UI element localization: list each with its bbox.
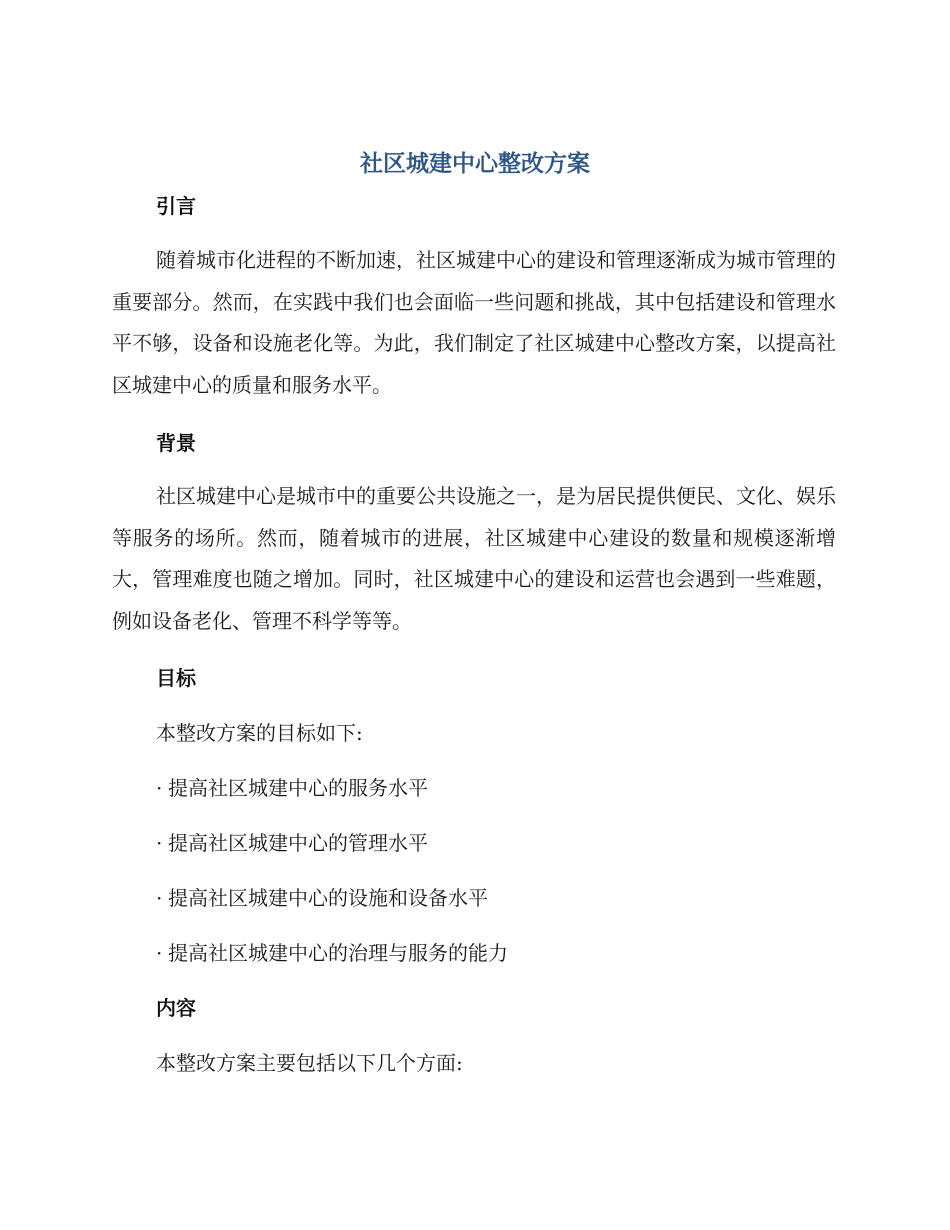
paragraph-background: 社区城建中心是城市中的重要公共设施之一，是为居民提供便民、文化、娱乐等服务的场所。然而，随着城市的进展，社区城建中心建设的数量和规模逐渐增大，管理难度也随之增加。同时，社区城建中心的建设和运营也会遇到一些难题，例如设备老化、管理不科学等等。 (112, 484, 836, 633)
list-item-text: 提高社区城建中心的管理水平 (168, 831, 428, 855)
bullet-mark: · (156, 776, 163, 800)
content-lead: 本整改方案主要包括以下几个方面: (156, 1051, 463, 1075)
list-item-text: 提高社区城建中心的设施和设备水平 (168, 886, 488, 910)
section-heading-content: 内容 (156, 996, 196, 1020)
list-item-text: 提高社区城建中心的治理与服务的能力 (168, 941, 508, 965)
list-item-text: 提高社区城建中心的服务水平 (168, 776, 428, 800)
document-title: 社区城建中心整改方案 (360, 151, 590, 177)
bullet-mark: · (156, 886, 163, 910)
bullet-mark: · (156, 831, 163, 855)
paragraph-intro: 随着城市化进程的不断加速，社区城建中心的建设和管理逐渐成为城市管理的重要部分。然而，在实践中我们也会面临一些问题和挑战，其中包括建设和管理水平不够，设备和设施老化等。为此，我们制定了社区城建中心整改方案，以提高社区城建中心的质量和服务水平。 (112, 248, 836, 397)
list-item (156, 828, 428, 858)
goals-lead: 本整改方案的目标如下: (156, 721, 363, 745)
section-heading-background: 背景 (156, 431, 196, 455)
list-item (156, 883, 488, 913)
section-heading-intro: 引言 (156, 194, 196, 218)
list-item (156, 773, 428, 803)
bullet-mark: · (156, 941, 163, 965)
section-heading-goals: 目标 (156, 666, 196, 690)
list-item (156, 938, 508, 968)
